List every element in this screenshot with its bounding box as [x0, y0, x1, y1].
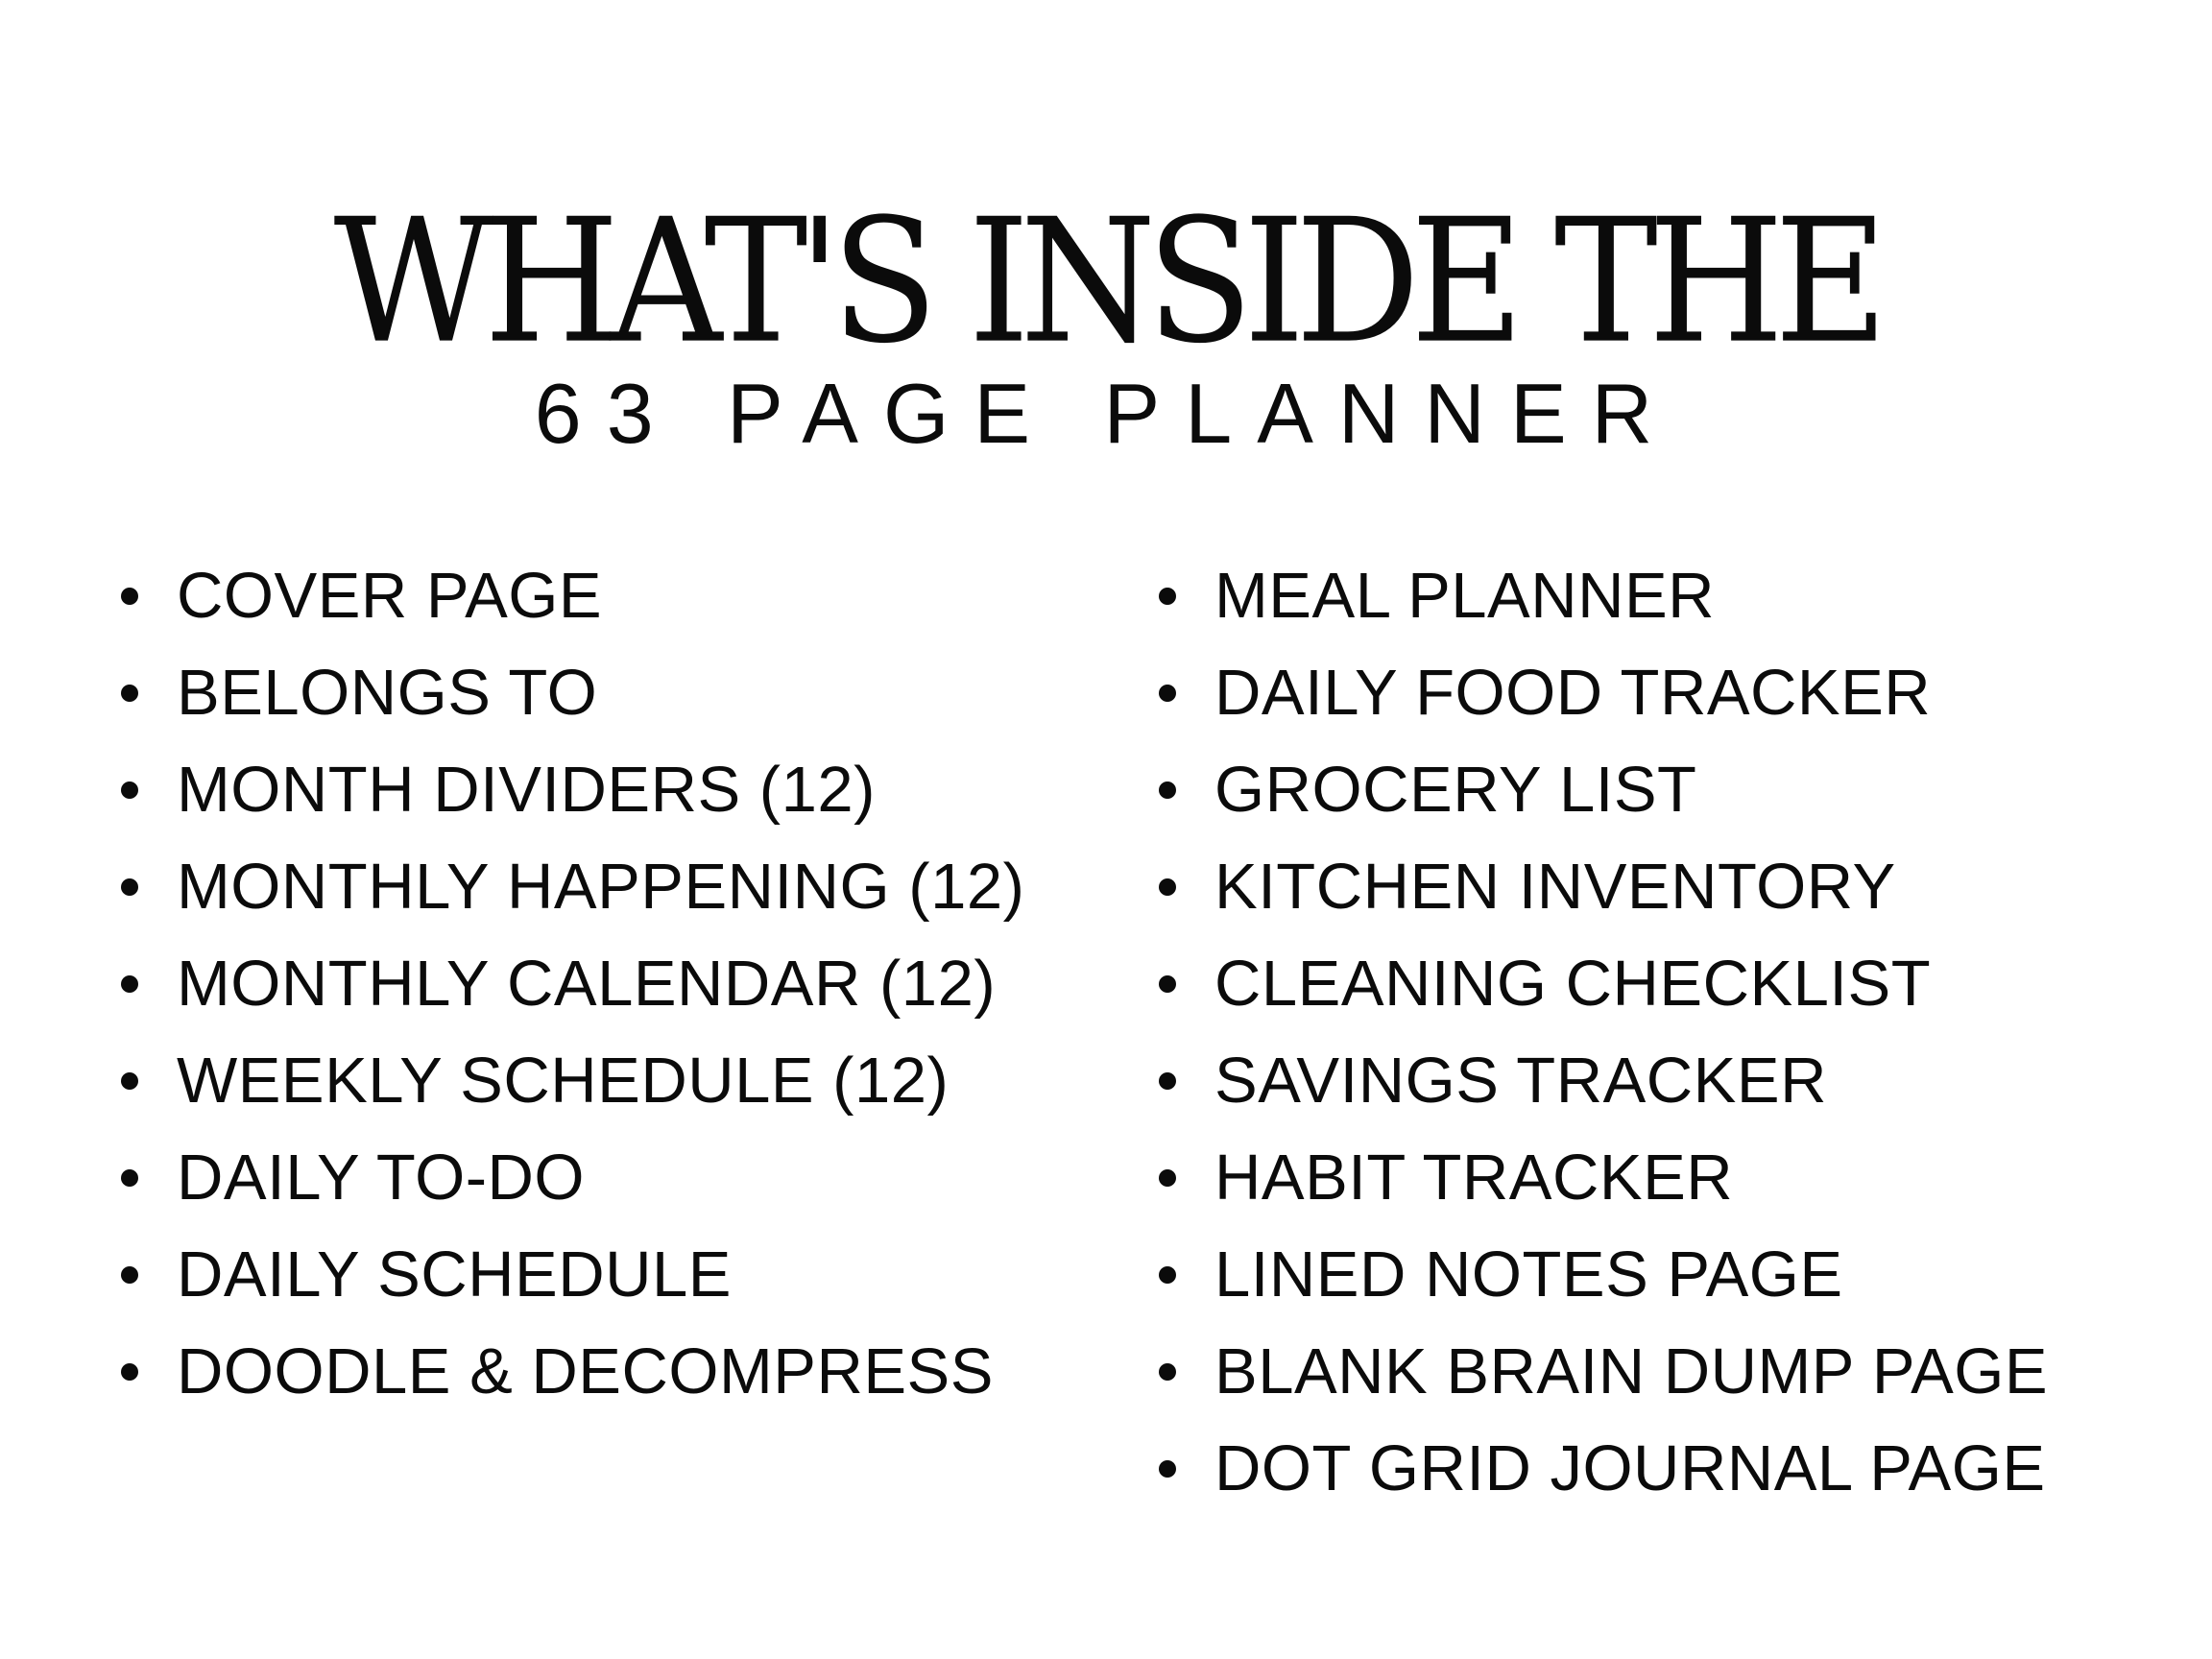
list-item-label: DAILY SCHEDULE [177, 1238, 732, 1310]
list-item-label: CLEANING CHECKLIST [1214, 948, 1932, 1020]
list-item [1159, 644, 2048, 741]
list-item-label: MONTHLY HAPPENING (12) [177, 851, 1025, 923]
list-item [1159, 547, 2048, 644]
list-item-label: DAILY FOOD TRACKER [1214, 657, 1932, 729]
list-item-label: MONTH DIVIDERS (12) [177, 754, 876, 826]
list-item-label: HABIT TRACKER [1214, 1142, 1734, 1214]
list-item-label: DAILY TO-DO [177, 1142, 586, 1214]
bullet-icon [121, 1169, 138, 1187]
list-item [1159, 1032, 2048, 1129]
list-item-label: GROCERY LIST [1214, 754, 1697, 826]
list-item-label: LINED NOTES PAGE [1214, 1238, 1843, 1310]
bullet-icon [1159, 1169, 1176, 1187]
bullet-icon [1159, 685, 1176, 702]
list-item-label: MEAL PLANNER [1214, 560, 1716, 632]
list-item [121, 741, 1024, 838]
list-item-label: SAVINGS TRACKER [1214, 1045, 1827, 1117]
bullet-icon [1159, 878, 1176, 896]
list-item-label: BELONGS TO [177, 657, 598, 729]
contents-list-right [1159, 547, 2048, 1517]
page-subtitle: 63 PAGE PLANNER [534, 366, 1678, 461]
list-item [121, 935, 1024, 1032]
contents-list-left [121, 547, 1024, 1420]
bullet-icon [121, 685, 138, 702]
page-title: WHAT'S INSIDE THE [333, 182, 1879, 382]
list-item-label: DOODLE & DECOMPRESS [177, 1335, 994, 1407]
list-item [121, 838, 1024, 935]
list-item [1159, 838, 2048, 935]
list-item [1159, 1323, 2048, 1420]
list-item [1159, 741, 2048, 838]
list-item [121, 1032, 1024, 1129]
bullet-icon [1159, 1363, 1176, 1381]
bullet-icon [1159, 1460, 1176, 1478]
bullet-icon [121, 878, 138, 896]
list-item-label: WEEKLY SCHEDULE (12) [177, 1045, 950, 1117]
bullet-icon [1159, 781, 1176, 799]
bullet-icon [1159, 1266, 1176, 1284]
list-item [121, 1226, 1024, 1323]
bullet-icon [121, 1266, 138, 1284]
list-item-label: KITCHEN INVENTORY [1214, 851, 1896, 923]
bullet-icon [1159, 1072, 1176, 1090]
list-item [121, 547, 1024, 644]
list-item [1159, 1129, 2048, 1226]
list-item [1159, 935, 2048, 1032]
list-item-label: DOT GRID JOURNAL PAGE [1214, 1432, 2046, 1504]
list-item-label: MONTHLY CALENDAR (12) [177, 948, 997, 1020]
list-item [121, 1129, 1024, 1226]
list-item [1159, 1226, 2048, 1323]
list-item-label: BLANK BRAIN DUMP PAGE [1214, 1335, 2049, 1407]
bullet-icon [121, 588, 138, 605]
list-item-label: COVER PAGE [177, 560, 603, 632]
bullet-icon [1159, 588, 1176, 605]
bullet-icon [121, 781, 138, 799]
bullet-icon [121, 1363, 138, 1381]
list-item [1159, 1420, 2048, 1517]
list-item [121, 644, 1024, 741]
list-item [121, 1323, 1024, 1420]
bullet-icon [121, 975, 138, 993]
bullet-icon [121, 1072, 138, 1090]
bullet-icon [1159, 975, 1176, 993]
